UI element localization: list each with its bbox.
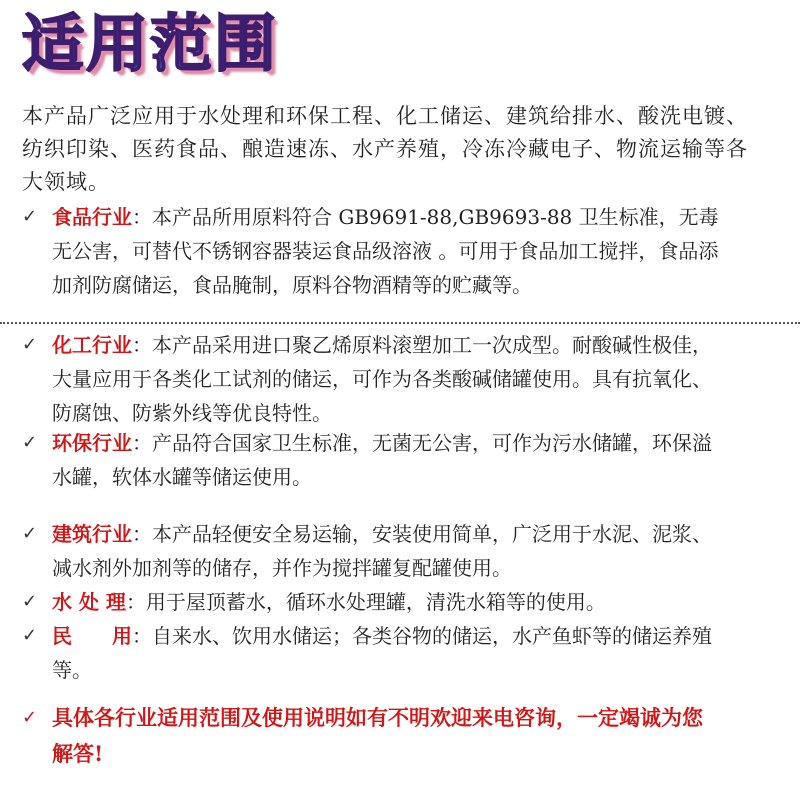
list-item-civil: [22, 619, 722, 687]
industry-label: 化工行业: [52, 333, 132, 357]
industry-description: ：用于屋顶蓄水，循环水处理罐，清洗水箱等的使用。: [125, 590, 606, 614]
list-item-water-treatment: [22, 585, 722, 619]
dotted-divider: [0, 322, 800, 324]
footer-text: 具体各行业适用范围及使用说明如有不明欢迎来电咨询，一定竭诚为您解答!: [52, 705, 703, 766]
industry-label: 建筑行业: [52, 522, 132, 546]
industry-label: 民 用: [52, 624, 132, 648]
list-item-food: [22, 200, 722, 302]
list-item-chemical: [22, 328, 722, 430]
footer-note: [22, 700, 722, 772]
industry-description: ：自来水、饮用水储运；各类谷物的储运，水产鱼虾等的储运养殖等。: [52, 624, 712, 682]
check-icon: ✓: [22, 206, 38, 227]
intro-paragraph: 本产品广泛应用于水处理和环保工程、化工储运、建筑给排水、酸洗电镀、纺织印染、医药食品、酿造速冻、水产养殖，冷冻冷藏电子、物流运输等各大领域。: [22, 104, 748, 194]
industry-description: ：产品符合国家卫生标准，无菌无公害，可作为污水储罐，环保溢水罐，软体水罐等储运使用。: [52, 431, 712, 489]
check-icon: ✓: [22, 625, 38, 646]
list-item-construction: [22, 517, 722, 585]
industry-label: 食品行业: [52, 205, 132, 229]
list-item-environmental: [22, 426, 722, 494]
industry-description: ：本产品所用原料符合 GB9691-88,GB9693-88 卫生标准，无毒无公害，可替代不锈钢容器装运食品级溶液 。可用于食品加工搅拌，食品添加剂防腐储运，食品腌制，原料谷物酒精等的贮藏等。: [52, 205, 719, 297]
check-icon: ✓: [22, 334, 38, 355]
check-icon: ✓: [22, 707, 38, 728]
check-icon: ✓: [22, 523, 38, 544]
industry-description: ：本产品采用进口聚乙烯原料滚塑加工一次成型。耐酸碱性极佳，大量应用于各类化工试剂的储运，可作为各类酸碱储罐使用。具有抗氧化、防腐蚀、防紫外线等优良特性。: [52, 333, 712, 425]
check-icon: ✓: [22, 432, 38, 453]
page-title: 适用范围: [22, 7, 279, 80]
industry-label: 水 处 理: [52, 590, 126, 614]
industry-label: 环保行业: [52, 431, 132, 455]
check-icon: ✓: [22, 591, 38, 612]
industry-description: ：本产品轻便安全易运输，安装使用简单，广泛用于水泥、泥浆、减水剂外加剂等的储存，并作为搅拌罐复配罐使用。: [52, 522, 712, 580]
